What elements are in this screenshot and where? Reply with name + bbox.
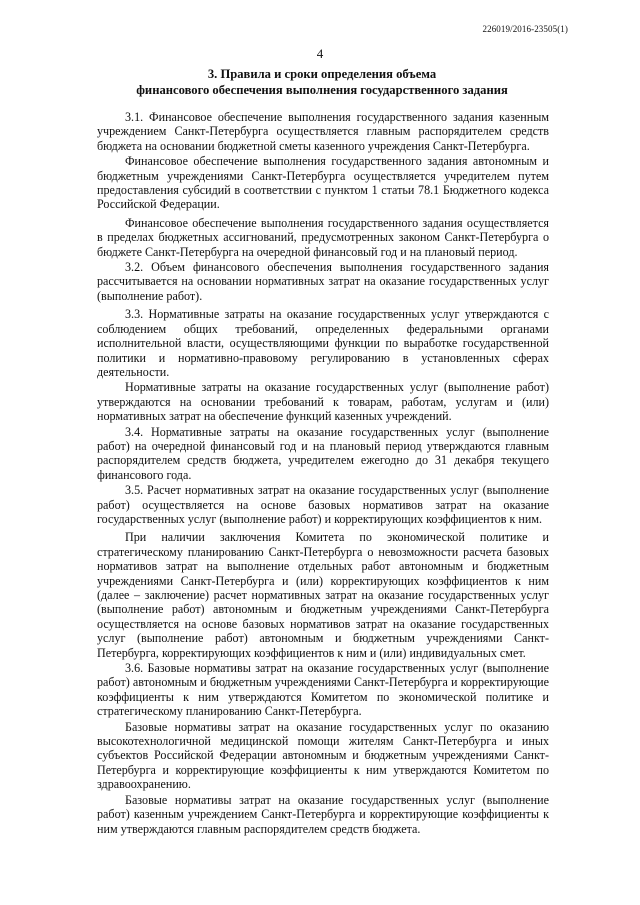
paragraph-high-tech-medical: Базовые нормативы затрат на оказание государственных услуг по оказанию высокотехнологичной медицинской помощи жителям Санкт-Петербурга и иных субъектов Российской Федерации автономным и бюджетным учреждениями Санкт-Петербурга и корректирующие коэффициенты к ним утверждаются Комитетом по здравоохранению. [97, 719, 549, 792]
document-body [97, 110, 549, 837]
section-heading [96, 66, 548, 98]
paragraph-budget-limits: Финансовое обеспечение выполнения государственного задания осуществляется в пределах бюджетных ассигнований, предусмотренных законом Санкт-Петербурга о бюджете Санкт-Петербурга на очередной финансовый год и на плановый период. [97, 215, 549, 259]
paragraph-subsidies: Финансовое обеспечение выполнения государственного задания автономным и бюджетным учреждениями Санкт-Петербурга осуществляется учредителем путем предоставления субсидий в соответствии с пунктом 1 статьи 78.1 Бюджетного кодекса Российской Федерации. [97, 154, 549, 212]
paragraph-3-6: 3.6. Базовые нормативы затрат на оказание государственных услуг (выполнение работ) автономным и бюджетным учреждениями Санкт-Петербурга и корректирующие коэффициенты к ним утверждаются Комитетом по экономической политике и стратегическому планированию Санкт-Петербурга. [97, 661, 549, 719]
section-heading-line-1: 3. Правила и сроки определения объема [207, 67, 437, 81]
paragraph-3-1: 3.1. Финансовое обеспечение выполнения государственного задания казенным учреждением Санкт-Петербурга осуществляется главным распорядителем средств бюджета на основании бюджетной сметы казенного учреждения Санкт-Петербурга. [97, 110, 549, 153]
paragraph-3-5: 3.5. Расчет нормативных затрат на оказание государственных услуг (выполнение работ) осуществляется на основе базовых нормативов затрат на оказание государственных услуг (выполнение работ) и корректирующих коэффициентов к ним. [97, 483, 549, 526]
paragraph-3-3: 3.3. Нормативные затраты на оказание государственных услуг утверждаются с соблюдением общих требований, определенных федеральными органами исполнительной власти, осуществляющими функции по выработке государственной политики и нормативно-правовому регулированию в установленных сферах деятельности. [97, 307, 549, 379]
section-heading-line-2: финансового обеспечения выполнения государственного задания [136, 83, 508, 97]
paragraph-committee-conclusion: При наличии заключения Комитета по экономической политике и стратегическому планированию Санкт-Петербурга о невозможности расчета базовых нормативов затрат на выполнение отдельных работ автономным и бюджетным учреждениями Санкт-Петербурга и (или) корректирующих коэффициентов к ним (далее – заключение) расчет нормативных затрат на оказание государственных услуг (выполнение работ) автономным и бюджетным учреждениями Санкт-Петербурга осуществляется на основе базовых нормативов затрат на оказание государственных услуг (выполнение работ) автономным и бюджетным учреждениями Санкт-Петербурга, корректирующих коэффициентов к ним и (или) индивидуальных смет. [97, 530, 549, 660]
paragraph-state-institution: Базовые нормативы затрат на оказание государственных услуг (выполнение работ) казенным учреждением Санкт-Петербурга и корректирующие коэффициенты к ним утверждаются главным распорядителем средств бюджета. [97, 792, 549, 836]
document-registration-number: 226019/2016-23505(1) [482, 24, 568, 34]
paragraph-3-4: 3.4. Нормативные затраты на оказание государственных услуг (выполнение работ) на очередной финансовый год и на плановый период утверждаются главным распорядителем средств бюджета, учредителем ежегодно до 31 декабря текущего финансового года. [97, 424, 549, 482]
paragraph-3-2: 3.2. Объем финансового обеспечения выполнения государственного задания рассчитывается на основании нормативных затрат на оказание государственных услуг (выполнение работ). [97, 260, 549, 303]
paragraph-normative-costs: Нормативные затраты на оказание государственных услуг (выполнение работ) утверждаются на основании требований к товарам, работам, услугам и (или) нормативных затрат на обеспечение функций казенных учреждений. [97, 380, 549, 424]
page-number: 4 [316, 46, 324, 61]
